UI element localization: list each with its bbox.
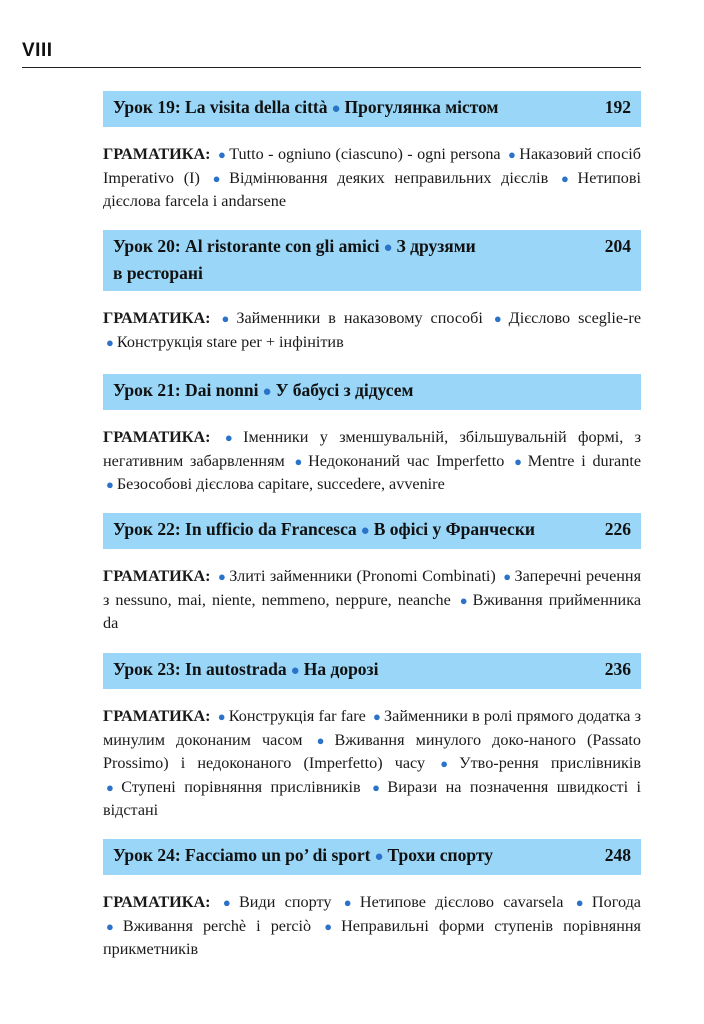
- lesson-title-italian: Урок 23: In autostrada: [113, 659, 287, 679]
- lesson-page-number: 204: [604, 236, 631, 256]
- grammar-topics: [103, 705, 641, 822]
- lesson-title-bar: [103, 653, 641, 689]
- grammar-label: ГРАМАТИКА:: [103, 567, 211, 585]
- grammar-label: ГРАМАТИКА:: [103, 428, 211, 446]
- bullet-icon: ●: [106, 334, 114, 350]
- lesson-page-number: 248: [604, 845, 631, 865]
- grammar-item: Tutto - ogniuno (ciascuno) - ogni persona: [229, 145, 501, 163]
- bullet-icon: ●: [217, 709, 226, 724]
- grammar-topics: [103, 143, 641, 213]
- grammar-item: Погода: [591, 893, 641, 911]
- grammar-item: Вживання прийменника da: [103, 590, 641, 632]
- lesson-title-italian: Урок 22: In ufficio da Francesca: [113, 519, 357, 539]
- bullet-icon: ●: [440, 756, 457, 771]
- lesson-page-number: 226: [604, 519, 631, 539]
- lesson-page-number: 192: [604, 97, 631, 117]
- grammar-item: Відмінювання деяких неправильних дієслів: [229, 168, 549, 187]
- grammar-label: ГРАМАТИКА:: [103, 145, 211, 163]
- grammar-item: Займенники в ролі прямого додатка з минулим доконаним часом: [103, 707, 642, 749]
- grammar-item: Конструкція stare per + інфінітив: [116, 332, 344, 351]
- bullet-icon: ●: [373, 709, 382, 724]
- bullet-icon: ●: [508, 147, 517, 162]
- grammar-item: Недоконаний час Imperfetto: [308, 451, 505, 470]
- bullet-icon: ●: [316, 732, 332, 748]
- bullet-icon: ●: [560, 170, 575, 186]
- grammar-item: Нетипові дієслова farcela і andarsene: [103, 168, 642, 210]
- lesson-title-ukrainian: На дорозі: [303, 659, 379, 679]
- lesson-24: [103, 839, 641, 961]
- grammar-item: Заперечні речення з nessuno, mai, niente, nemmeno, neppure, neanche: [103, 567, 642, 609]
- bullet-icon: ●: [221, 311, 234, 326]
- bullet-icon: ●: [222, 895, 236, 910]
- grammar-item: Злиті займенники (Pronomi Combinati): [229, 567, 496, 585]
- lesson-title-italian: Урок 21: Dai nonni: [113, 380, 259, 400]
- bullet-icon: ●: [383, 240, 393, 256]
- grammar-topics: [103, 426, 641, 497]
- lesson-title-italian: Урок 24: Facciamo un po’ di sport: [113, 845, 371, 865]
- page-number: VIII: [22, 40, 53, 61]
- grammar-item: Дієслово sceglie-re: [508, 309, 642, 327]
- bullet-icon: ●: [218, 569, 227, 584]
- lesson-title-ukrainian: В офісі у Франчески: [373, 519, 535, 539]
- lesson-title-italian: Урок 19: La visita della città: [113, 97, 328, 117]
- lesson-22: [103, 513, 641, 635]
- grammar-item: Вживання минулого доко-наного (Passato Prossimo) і недоконаного (Imperfetto) часу: [103, 730, 641, 772]
- lesson-title-ukrainian: Прогулянка містом: [344, 97, 499, 117]
- bullet-icon: ●: [514, 453, 525, 469]
- bullet-icon: ●: [503, 569, 512, 584]
- bullet-icon: ●: [217, 147, 227, 162]
- grammar-item: Утво-рення прислівників: [459, 754, 642, 772]
- lesson-title-bar: [103, 839, 641, 875]
- bullet-icon: ●: [262, 384, 272, 400]
- bullet-icon: ●: [224, 430, 241, 445]
- bullet-icon: ●: [294, 453, 306, 469]
- grammar-topics: [103, 307, 641, 354]
- grammar-item: Наказовий спосіб Imperativo (I): [103, 145, 642, 187]
- bullet-icon: ●: [374, 849, 384, 865]
- grammar-item: Ступені порівняння прислівників: [121, 777, 361, 796]
- grammar-item: Безособові дієслова capitare, succedere, avvenire: [116, 475, 445, 493]
- grammar-label: ГРАМАТИКА:: [103, 707, 211, 725]
- grammar-item: Нетипове дієслово cavarsela: [359, 893, 564, 911]
- grammar-label: ГРАМАТИКА:: [103, 309, 211, 327]
- bullet-icon: ●: [290, 663, 300, 679]
- lesson-title-bar: [103, 230, 641, 291]
- lesson-21: [103, 374, 641, 497]
- lesson-title-bar: [103, 374, 641, 410]
- lesson-title-ukrainian: Трохи спорту: [387, 845, 493, 865]
- lesson-title-ukrainian: З друзями: [396, 236, 476, 256]
- bullet-icon: ●: [106, 779, 119, 795]
- grammar-item: Конструкція far fare: [228, 707, 366, 725]
- lesson-page-number: 236: [604, 659, 631, 679]
- grammar-topics: [103, 565, 641, 635]
- grammar-label: ГРАМАТИКА:: [103, 893, 211, 911]
- bullet-icon: ●: [324, 918, 339, 934]
- lesson-title-italian: Урок 20: Al ristorante con gli amici: [113, 236, 380, 256]
- lesson-title-ukrainian: У бабусі з дідусем: [275, 380, 414, 400]
- bullet-icon: ●: [372, 779, 385, 795]
- lesson-20: [103, 230, 641, 354]
- grammar-item: Займенники в наказовому способі: [236, 309, 483, 327]
- bullet-icon: ●: [343, 895, 357, 910]
- lesson-19: [103, 91, 641, 213]
- header-rule: [22, 67, 641, 68]
- bullet-icon: ●: [331, 101, 341, 117]
- grammar-item: Mentre і durante: [527, 451, 642, 470]
- bullet-icon: ●: [493, 311, 506, 326]
- bullet-icon: ●: [459, 592, 470, 608]
- grammar-item: Вживання perchè і perciò: [122, 916, 312, 935]
- grammar-item: Види спорту: [239, 893, 332, 911]
- grammar-item: Неправильні форми ступенів порівняння прикметників: [103, 916, 642, 958]
- lesson-title-bar: [103, 91, 641, 127]
- bullet-icon: ●: [106, 918, 120, 934]
- lesson-title-ukrainian-line2: в ресторані: [113, 263, 203, 283]
- bullet-icon: ●: [575, 895, 589, 910]
- bullet-icon: ●: [106, 477, 114, 492]
- grammar-item: Вирази на позначення швидкості і відстані: [103, 777, 642, 819]
- grammar-topics: [103, 891, 641, 961]
- bullet-icon: ●: [360, 523, 370, 539]
- bullet-icon: ●: [212, 170, 227, 186]
- lesson-23: [103, 653, 641, 822]
- grammar-item: Іменники у зменшувальній, збільшувальній формі, з негативним забарвленням: [103, 428, 641, 470]
- lesson-title-bar: [103, 513, 641, 549]
